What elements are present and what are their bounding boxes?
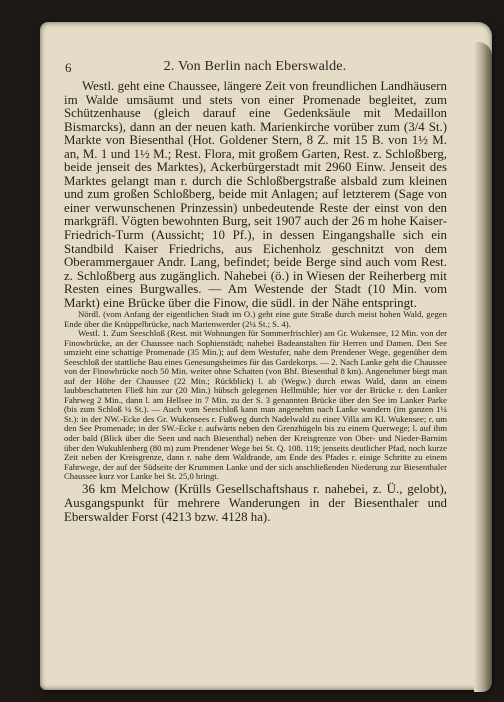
paragraph-biesenthal: Westl. geht eine Chaussee, längere Zeit von freundlichen Landhäusern im Walde umsäumt und stets von einer Promenade begleitet, zum Schützenhause (gleich darauf eine Gedenksäule mit Medaillon Bismarcks), dann an der neuen kath. Marienkirche vorüber zum (3/4 St.) Markte von Biesenthal (Hot. Goldener Stern, 8 Z. mit 15 B. von 1½ M. an, M. 1 und 1½ M.; Rest. Flora, mit großem Garten, Rest. z. Schloßberg, beide jenseit des Marktes), Ackerbürgerstadt mit 2960 Einw. Jenseit des Marktes gelangt man r. durch die Schloßbergstraße alsbald zum kleinen und zum großen Schloßberg, beide mit Anlagen; auf letzterem (Sage von einer verwunschenen Prinzessin) unbedeutende Reste der einst von den markgräfl. Vögten bewohnten Burg, seit 1907 auch der 26 m hohe Kaiser-Friedrich-Turm (Aussicht; 10 Pf.), in dessen Eingangshalle sich ein Standbild Kaiser Friedrichs, aus Eichenholz geschnitzt von dem Oberammergauer Andr. Lang, befindet; beide Berge sind auch vom Rest. z. Schloßberg aus zugänglich. Nahebei (ö.) in Wiesen der Reiherberg mit Resten eines Burgwalles. — Am Westende der Stadt (10 Min. vom Markt) eine Brücke über die Finow, die südl. in der Nähe entspringt. — [64, 79, 447, 310]
paragraph-westl: Westl. 1. Zum Seeschloß (Rest. mit Wohnungen für Sommerfrischler) am Gr. Wukensee, 12 Min. von der Finowbrücke, an der Chaussee nach Sophienstädt; nahebei Badeanstalten für Herren und Damen. Den See umzieht eine schattige Promenade (35 Min.); auf dem Westufer, nahe dem Prendener Wege, gegenüber dem Seeschloß der stattliche Bau eines Genesungsheimes für das Gardekorps. — 2. Nach Lanke geht die Chaussee von der Finowbrücke noch 50 Min. weiter ohne Schatten (von Bhf. Biesenthal 8 km). Angenehmer biegt man auf der Höhe der Chaussee (22 Min.; Rückblick) l. ab (Wegw.) durch etwas Wald, dann an einem laubbeschatteten Fließ hin zur (20 Min.) hübsch gelegenen Hellmühle; hier vor der Brücke r. den Lanker Fahrweg 2 Min., dann l. am Hellsee in 7 Min. zu der S. 3 genannten Brücke über den See im Lanker Parke (bis zum Schloß ¼ St.). — Auch vom Seeschloß kann man angenehm nach Lanke wandern (im ganzen 1¼ St.): in der NW.-Ecke des Gr. Wukensees r. Fußweg durch Nadelwald zu einer Villa am Kl. Wukensee; r. um den See Promenade; in der SW.-Ecke r. aufwärts neben den Grenzhügeln bis zu einem Querwege; l. auf ihm oder bald (Blick über die Seen und nach Biesenthal) neben der Kreisgrenze von Ober- und Nieder-Barnim über den Wukuhlenberg (80 m) zum Prendener Wege bei St. Q. 108. 119; jenseits deutlicher Pfad, noch kurze Zeit neben der Kreisgrenze, dann r. nahe dem Waldrande, am Ende des Pfades r. einige Schritte zu einem Fahrwege, der auf der Südseite der Krummen Lanke und der sich anschließenden Niederung zur Biesenthaler Chaussee kurz vor Lanke bei St. 25,0 bringt. — [64, 328, 447, 482]
paragraph-nordl: Nördl. (vom Anfang der eigentlichen Stadt im O.) geht eine gute Straße durch meist hohen Wald, gegen Ende über die Knüppelbrücke, nach Marienwerder (2¼ St.; S. 4). — [64, 309, 447, 329]
chapter-heading: 2. Von Berlin nach Eberswalde. — [163, 59, 347, 74]
page-body — [64, 80, 447, 524]
page-binding-shadow — [474, 42, 492, 692]
paragraph-melchow: 36 km Melchow (Krülls Gesellschaftshaus r. nahebei, z. Ü., gelobt), Ausgangspunkt für mehrere Wanderungen in der Biesenthaler und Eberswalder Forst (4213 bzw. 4128 ha). — [64, 481, 447, 524]
running-head — [65, 56, 445, 80]
page-number: 6 — [65, 60, 72, 75]
